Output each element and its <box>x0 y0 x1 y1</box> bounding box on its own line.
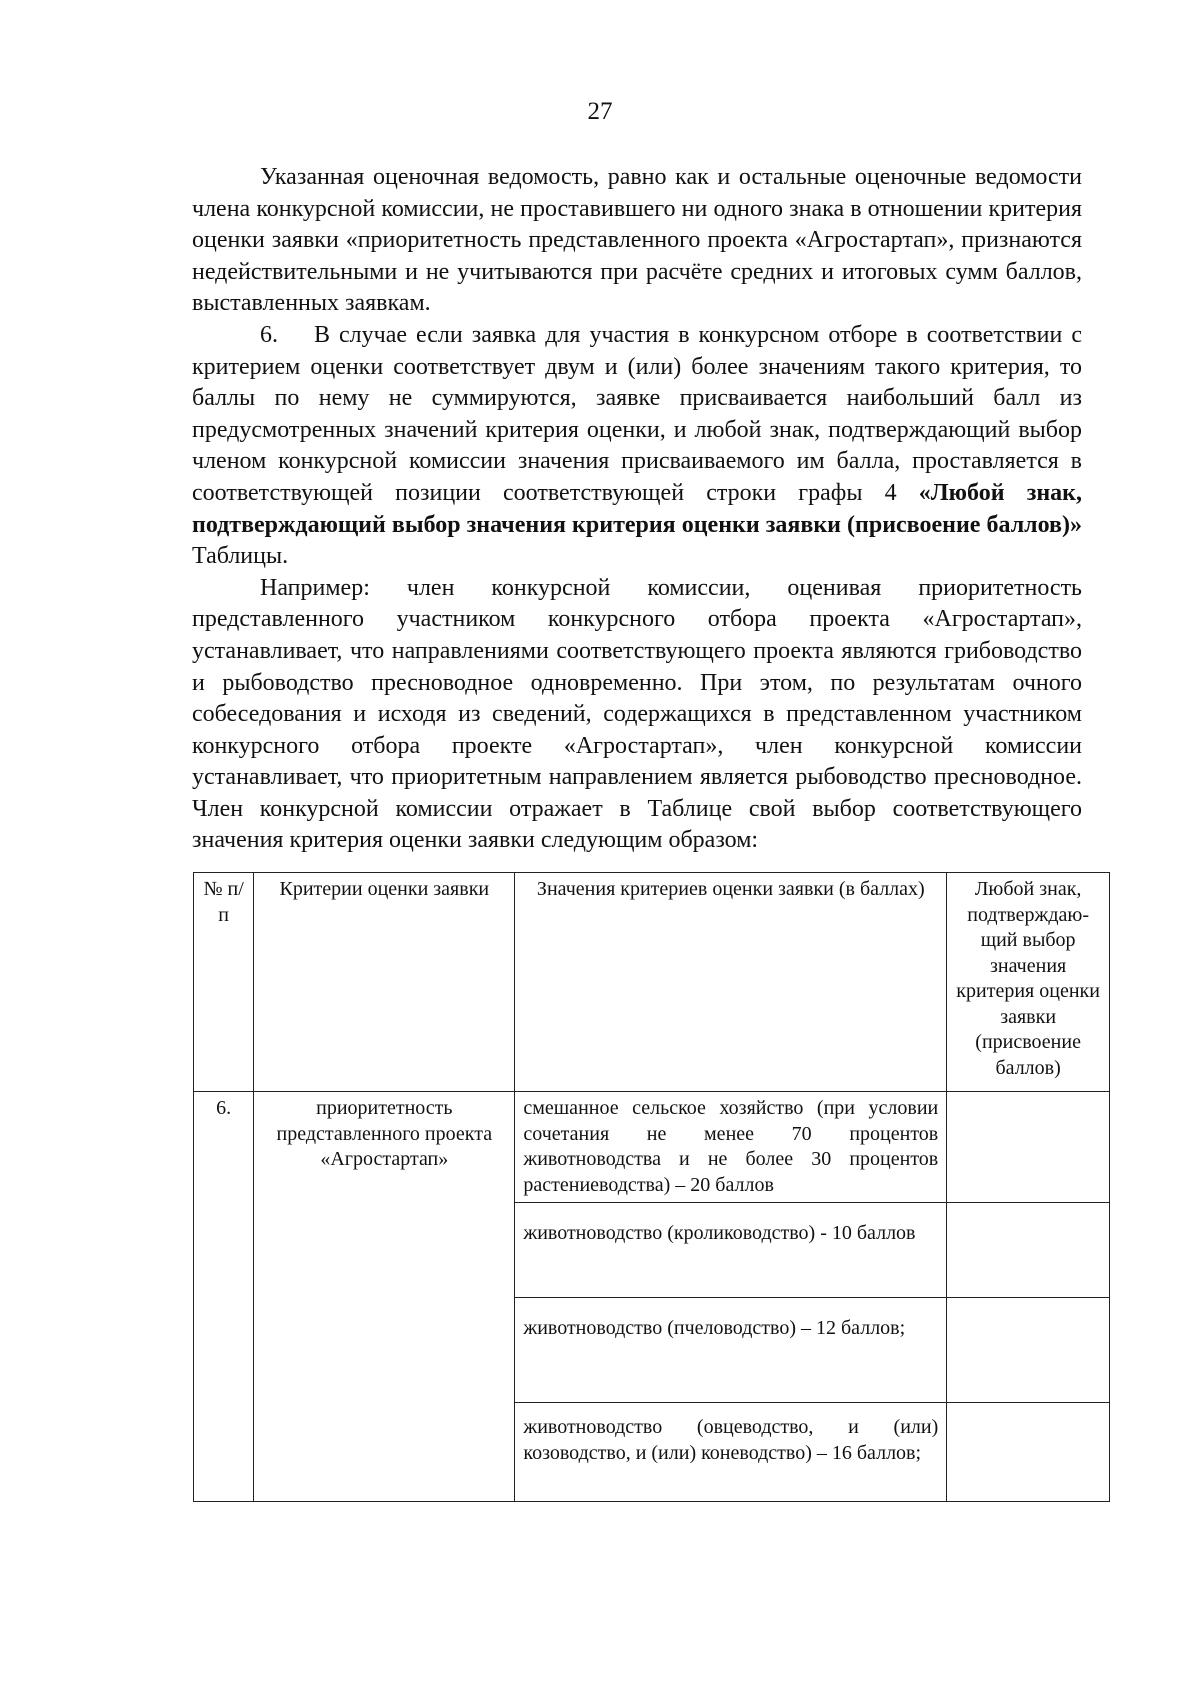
value-cell: животноводство (кролиководство) - 10 баллов <box>515 1203 947 1298</box>
table-row <box>194 1092 1110 1203</box>
row-number: 6. <box>194 1092 254 1502</box>
value-cell: животноводство (овцеводство, и (или) козоводство, и (или) коневодство) – 16 баллов; <box>515 1403 947 1502</box>
paragraph-2-bold: «Любой знак, подтверждающий выбор значения критерия оценки заявки (присвоение баллов)» <box>192 479 1082 538</box>
mark-cell <box>947 1298 1110 1403</box>
table-header-row <box>194 873 1110 1092</box>
mark-cell <box>947 1403 1110 1502</box>
mark-cell <box>947 1092 1110 1203</box>
criteria-table <box>193 872 1110 1502</box>
header-number: № п/п <box>194 873 254 1092</box>
mark-cell <box>947 1203 1110 1298</box>
paragraph-2-end: Таблицы. <box>192 543 289 570</box>
value-cell: животноводство (пчеловодство) – 12 баллов; <box>515 1298 947 1403</box>
page-number: 27 <box>587 98 613 125</box>
value-cell: смешанное сельское хозяйство (при условии сочетания не менее 70 процентов животноводства и не более 30 процентов растениеводства) – 20 баллов <box>515 1092 947 1203</box>
body-text <box>192 162 1082 857</box>
paragraph-2 <box>192 320 1082 573</box>
paragraph-1: Указанная оценочная ведомость, равно как и остальные оценочные ведомости члена конкурсной комиссии, не проставившего ни одного знака в отношении критерия оценки заявки «приоритетность представленного проекта «Агростартап», признаются недействительными и не учитываются при расчёте средних и итоговых сумм баллов, выставленных заявкам. <box>192 164 1082 317</box>
paragraph-2-text: 6. В случае если заявка для участия в конкурсном отборе в соответствии с критерием оценки соответствует двум и (или) более значениям такого критерия, то баллы по нему не суммируются, заявке присваивается наибольший балл из предусмотренных значений критерия оценки, и любой знак, подтверждающий выбор членом конкурсной комиссии значения присваиваемого им балла, проставляется в соответствующей позиции соответствующей строки графы 4 <box>192 321 1082 506</box>
row-criterion: приоритетность представленного проекта «Агростартап» <box>254 1092 515 1502</box>
paragraph-3: Например: член конкурсной комиссии, оценивая приоритетность представленного участником конкурсного отбора проекта «Агростартап», устанавливает, что направлениями соответствующего проекта являются грибоводство и рыбоводство пресноводное одновременно. При этом, по результатам очного собеседования и исходя из сведений, содержащихся в представленном участником конкурсного отбора проекте «Агростартап», член конкурсной комиссии устанавливает, что приоритетным направлением является рыбоводство пресноводное. Член конкурсной комиссии отражает в Таблице свой выбор соответствующего значения критерия оценки заявки следующим образом: <box>192 574 1082 854</box>
header-criteria: Критерии оценки заявки <box>254 873 515 1092</box>
header-values: Значения критериев оценки заявки (в баллах) <box>515 873 947 1092</box>
header-mark: Любой знак, подтверждаю-щий выбор значения критерия оценки заявки (присвоение баллов) <box>947 873 1110 1092</box>
